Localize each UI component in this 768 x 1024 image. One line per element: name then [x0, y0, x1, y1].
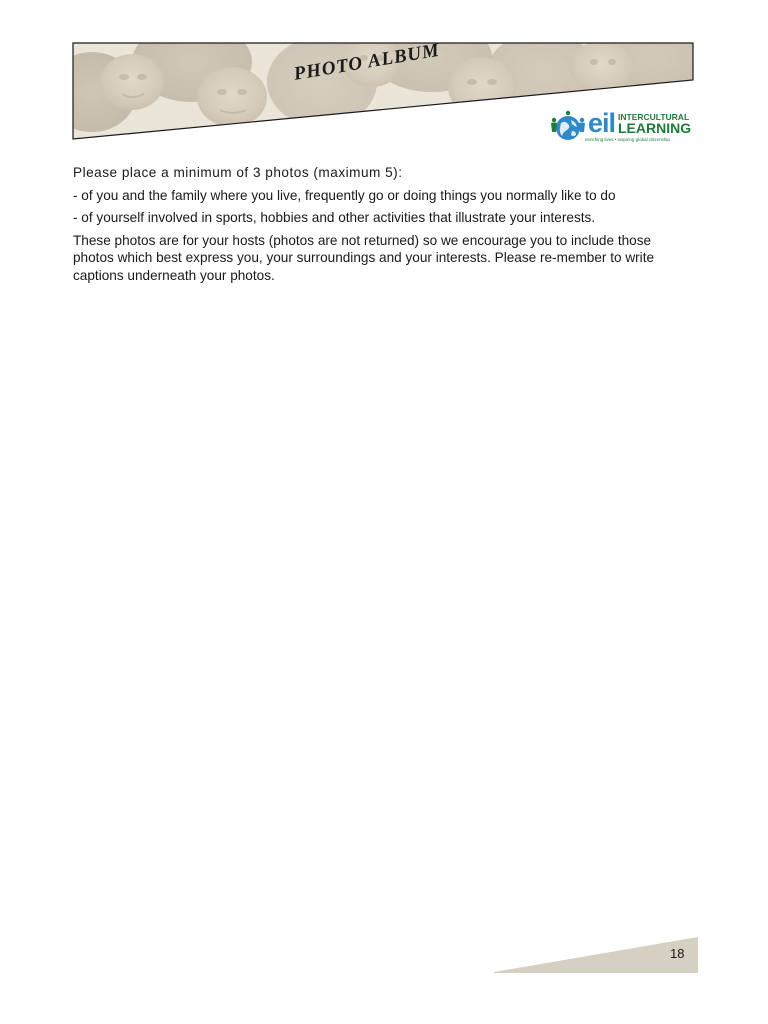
bullet-item: - of you and the family where you live, frequently go or doing things you normally like to do — [73, 187, 616, 203]
note-text: These photos are for your hosts (photos are not returned) so we encourage you to include those photos which best express you, your surroundings and your interests. Please re-member to write captions underneath your photos. — [73, 232, 655, 283]
bullet-item: - of yourself involved in sports, hobbies and other activities that illustrate your interests. — [73, 210, 596, 225]
page-title: PHOTO ALBUM — [292, 39, 442, 85]
globe-people-icon — [548, 110, 588, 142]
logo-tagline: enriching lives • inspiring global citizenship — [585, 137, 670, 142]
intro-text: Please place a minimum of 3 photos (maximum 5): — [73, 165, 403, 180]
logo-learning-text: LEARNING — [618, 120, 692, 136]
logo-eil-text: eil — [588, 108, 616, 138]
logo-intercultural-text: INTERCULTURAL — [618, 112, 690, 122]
page-number: 18 — [670, 946, 685, 961]
footer-accent-shape — [494, 937, 698, 973]
instructions — [73, 164, 703, 284]
eil-logo — [548, 108, 693, 146]
